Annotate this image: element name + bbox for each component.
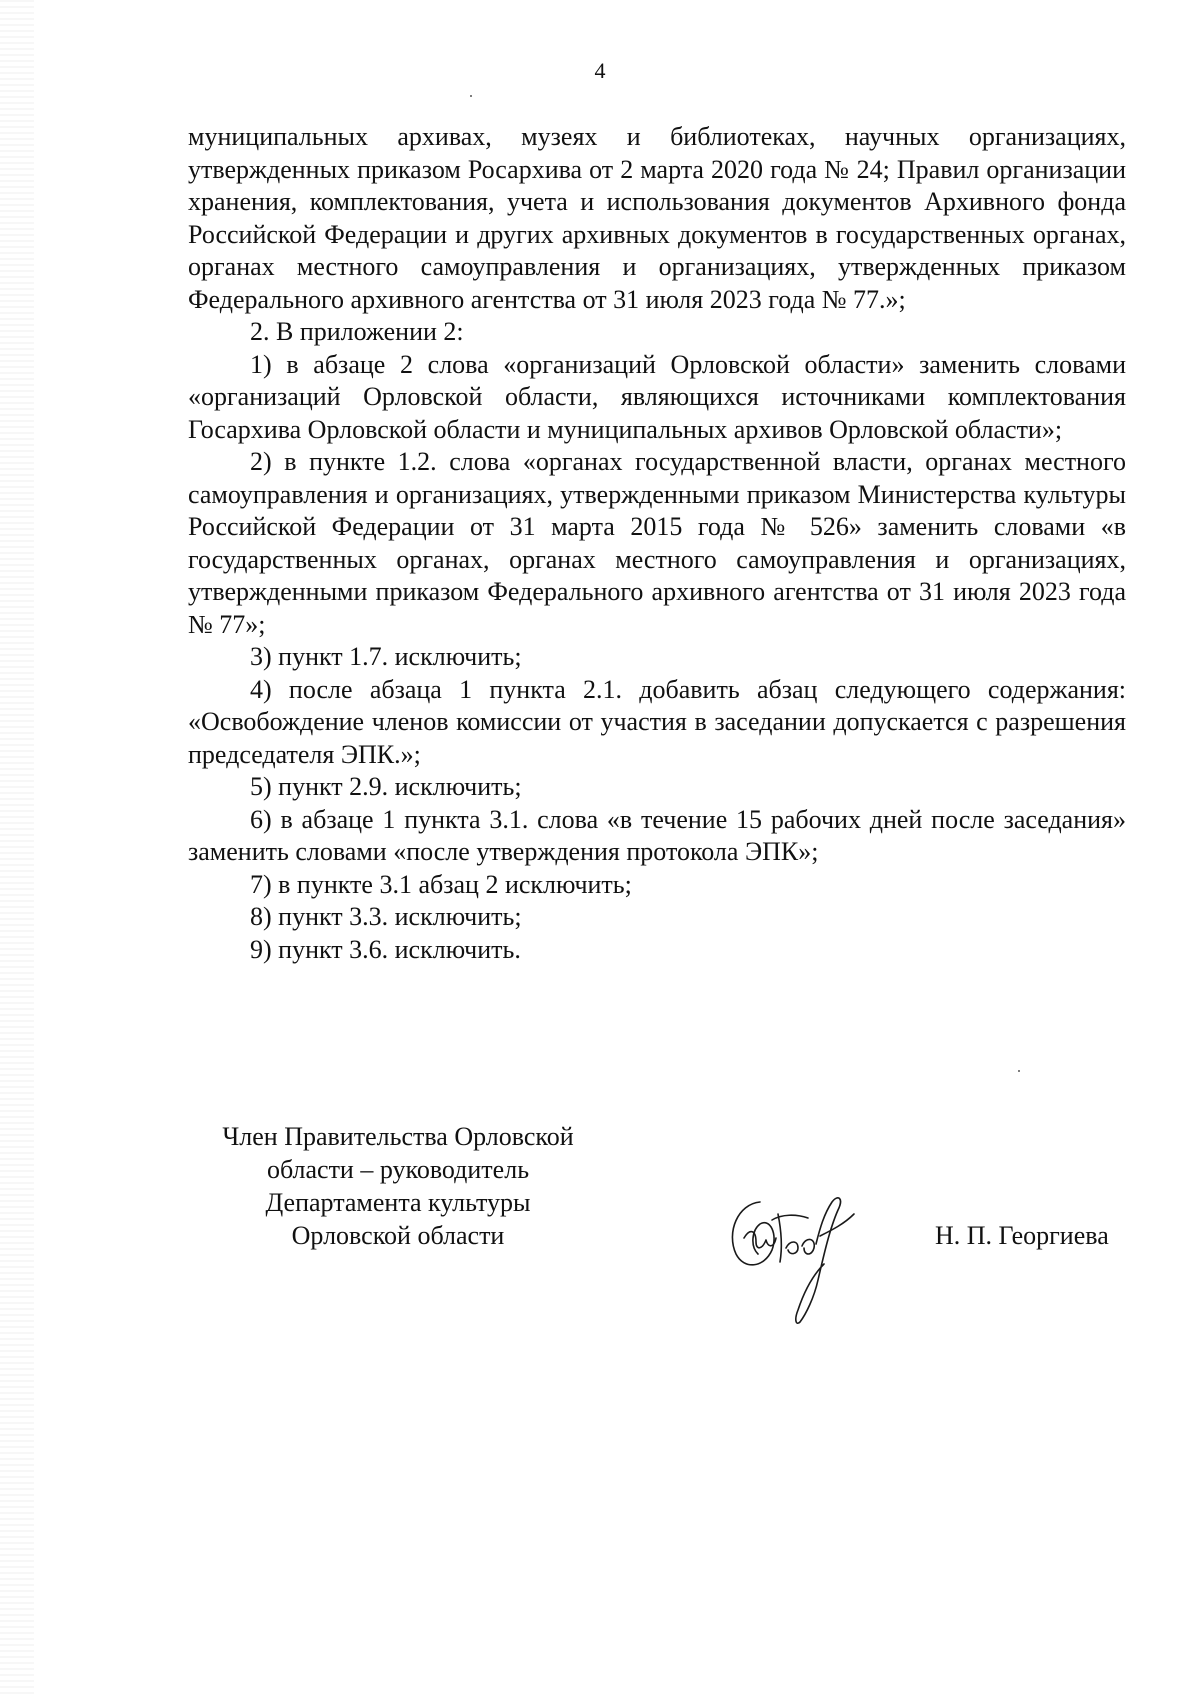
document-body xyxy=(188,121,1126,966)
signatory-position-line-2: области – руководитель xyxy=(266,1155,530,1184)
paragraph-appendix-2-heading: 2. В приложении 2: xyxy=(250,317,464,346)
paragraph-item-7: 7) в пункте 3.1 абзац 2 исключить; xyxy=(250,869,632,899)
paragraph-item-2: 2) в пункте 1.2. слова «органах государственной власти, органах местного самоуправления и организациях, утвержденными приказом Министерства культуры Российской Федерации от 31 марта 2015 года № 526» заменить словами «в государственных органах, органах местного самоуправления и организациях, утвержденными приказом Федерального архивного агентства от 31 июля 2023 года № 77»; xyxy=(188,447,1126,639)
paragraph-item-1: 1) в абзаце 2 слова «организаций Орловской области» заменить словами «организаций Орловской области, являющихся источниками комплектования Госархива Орловской области и муниципальных архивов Орловской области»; xyxy=(188,349,1126,444)
scan-edge-noise xyxy=(0,0,34,1694)
paragraph-item-4: 4) после абзаца 1 пункта 2.1. добавить абзац следующего содержания: «Освобождение членов комиссии от участия в заседании допускается с разрешения председателя ЭПК.»; xyxy=(188,674,1126,769)
paragraph-item-6: 6) в абзаце 1 пункта 3.1. слова «в течение 15 рабочих дней после заседания» заменить словами «после утверждения протокола ЭПК»; xyxy=(188,804,1126,866)
scan-speck xyxy=(1018,1070,1020,1072)
signatory-position-line-4: Орловской области xyxy=(291,1221,505,1250)
signatory-name: Н. П. Георгиева xyxy=(935,1221,1109,1250)
signatory-position-line-1: Член Правительства Орловской xyxy=(222,1122,574,1151)
signatory-position-line-3: Департамента культуры xyxy=(265,1188,531,1217)
paragraph-item-5: 5) пункт 2.9. исключить; xyxy=(250,772,522,801)
paragraph-item-3: 3) пункт 1.7. исключить; xyxy=(250,642,522,671)
paragraph-item-8: 8) пункт 3.3. исключить; xyxy=(250,902,522,931)
paragraph-continuation: муниципальных архивах, музеях и библиотеках, научных организациях, утвержденных приказом Росархива от 2 марта 2020 года № 24; Правил организации хранения, комплектования, учета и использования документов Архивного фонда Российской Федерации и других архивных документов в государственных органах, органах местного самоуправления и организациях, утвержденных приказом Федерального архивного агентства от 31 июля 2023 года № 77.»; xyxy=(188,122,1126,314)
handwritten-signature xyxy=(720,1184,860,1334)
scan-speck xyxy=(470,95,472,97)
paragraph-item-9: 9) пункт 3.6. исключить. xyxy=(250,934,521,964)
signatory-position xyxy=(198,1120,598,1252)
page-number: 4 xyxy=(594,58,606,83)
